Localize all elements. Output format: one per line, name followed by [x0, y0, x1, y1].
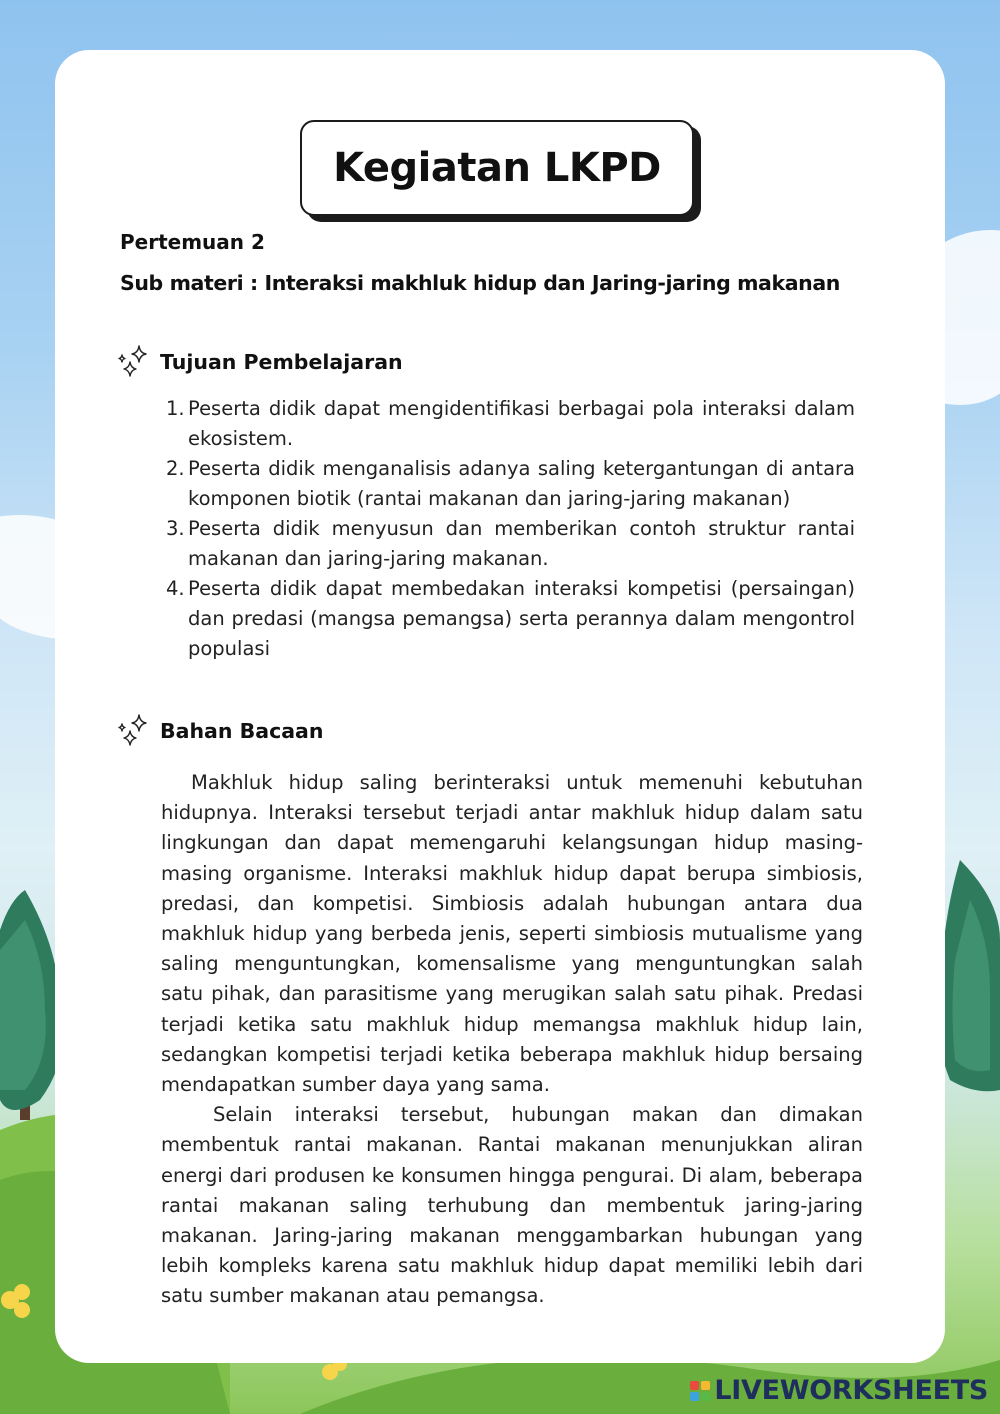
objectives-list [162, 394, 855, 664]
list-item-text: Peserta didik dapat mengidentifikasi berbagai pola interaksi dalam ekosistem. [188, 397, 855, 450]
list-item-text: Peserta didik menganalisis adanya saling ketergantungan di antara komponen biotik (rantai makanan dan jaring-jaring makanan) [188, 457, 855, 510]
sparkle-icon [115, 712, 153, 750]
logo-icon [690, 1381, 710, 1401]
reading-body [161, 768, 863, 1312]
submaterial-label: Sub materi : Interaksi makhluk hidup dan Jaring-jaring makanan [120, 271, 840, 295]
page-title: Kegiatan LKPD [333, 145, 661, 191]
sparkle-icon [115, 343, 153, 381]
list-item [162, 394, 855, 454]
list-item-number: 4. [166, 577, 185, 600]
reading-heading-text: Bahan Bacaan [160, 719, 324, 743]
list-item-text: Peserta didik dapat membedakan interaksi kompetisi (persaingan) dan predasi (mangsa pemangsa) serta perannya dalam mengontrol populasi [188, 577, 855, 660]
list-item [162, 454, 855, 514]
objectives-heading-text: Tujuan Pembelajaran [160, 350, 403, 374]
list-item-number: 1. [166, 397, 185, 420]
meeting-label: Pertemuan 2 [120, 230, 265, 254]
reading-paragraph: Makhluk hidup saling berinteraksi untuk memenuhi kebutuhan hidupnya. Interaksi tersebut terjadi antar makhluk hidup dalam satu lingkungan dan dapat memengaruhi kelangsungan hidup masing-masing organisme. Interaksi makhluk hidup dapat berupa simbiosis, predasi, dan kompetisi. Simbiosis adalah hubungan antara dua makhluk hidup yang berbeda jenis, seperti simbiosis mutualisme yang saling menguntungkan, komensalisme yang menguntungkan salah satu pihak, dan parasitisme yang merugikan salah satu pihak. Predasi terjadi ketika satu makhluk hidup memangsa makhluk hidup lain, sedangkan kompetisi terjadi ketika beberapa makhluk hidup bersaing mendapatkan sumber daya yang sama. [161, 771, 863, 1097]
list-item-number: 3. [166, 517, 185, 540]
brand-name: LIVEWORKSHEETS [714, 1375, 988, 1406]
reading-paragraph: Selain interaksi tersebut, hubungan makan dan dimakan membentuk rantai makanan. Rantai makanan menunjukkan aliran energi dari produsen ke konsumen hingga pengurai. Di alam, beberapa rantai makanan saling terhubung dan membentuk jaring-jaring makanan. Jaring-jaring makanan menggambarkan hubungan yang lebih kompleks karena satu makhluk hidup dapat memiliki lebih dari satu sumber makanan atau pemangsa. [161, 1103, 863, 1308]
objectives-heading [115, 343, 403, 381]
list-item [162, 574, 855, 664]
liveworksheets-logo[interactable] [690, 1375, 988, 1406]
reading-heading [115, 712, 324, 750]
list-item-number: 2. [166, 457, 185, 480]
list-item-text: Peserta didik menyusun dan memberikan contoh struktur rantai makanan dan jaring-jaring makanan. [188, 517, 855, 570]
list-item [162, 514, 855, 574]
title-box [300, 120, 694, 216]
